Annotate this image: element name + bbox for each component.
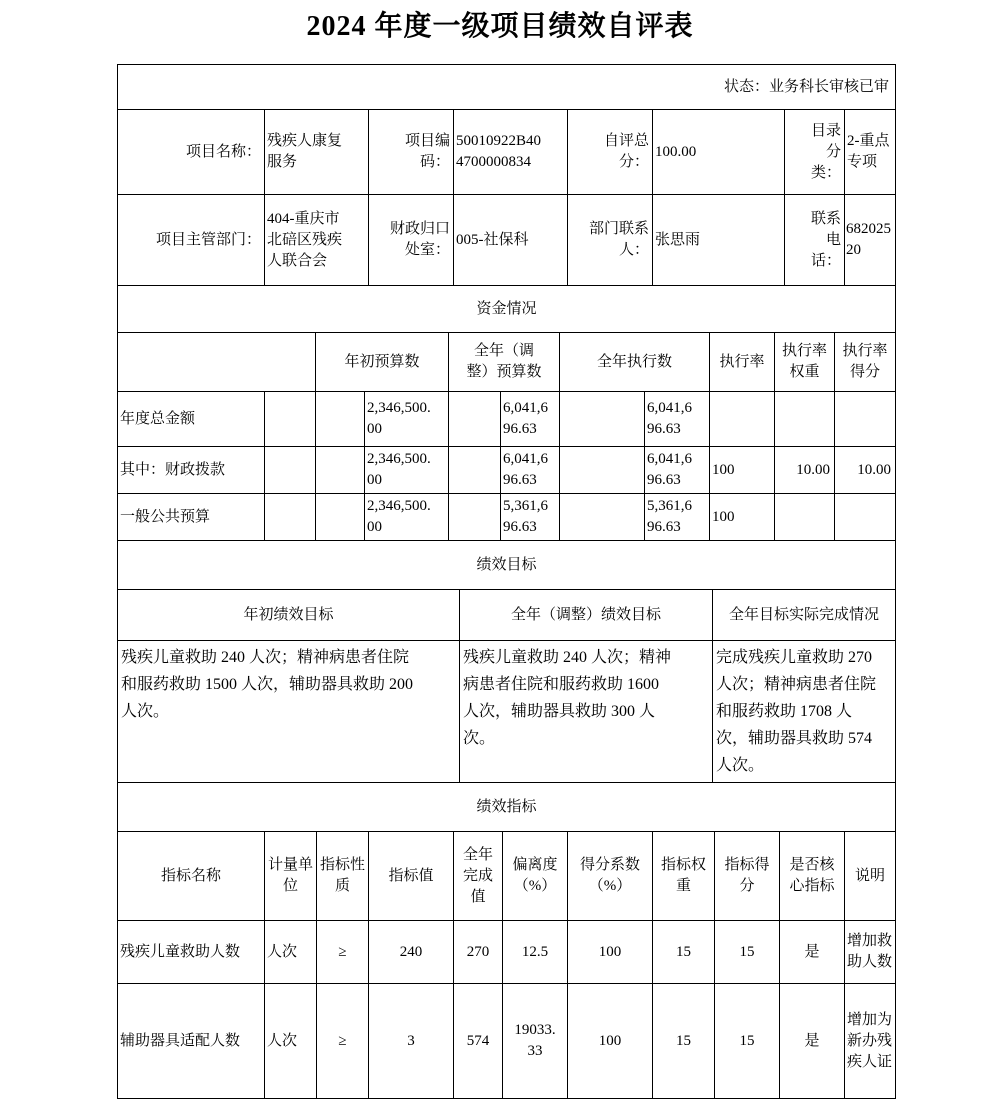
col-initial-goal: 年初绩效目标 — [118, 590, 460, 641]
empty-cell — [265, 494, 316, 541]
indicator-score: 15 — [715, 984, 780, 1099]
adjusted-budget: 6,041,696.63 — [501, 447, 560, 494]
row-label: 年度总金额 — [118, 392, 265, 447]
catalog-label: 目录分类： — [785, 110, 845, 195]
indicator-coef: 100 — [568, 921, 653, 984]
col-core-indicator: 是否核心指标 — [780, 832, 845, 921]
col-note: 说明 — [845, 832, 896, 921]
executed-amount: 6,041,696.63 — [645, 392, 710, 447]
goals-section-title: 绩效目标 — [118, 541, 896, 590]
indicator-target: 3 — [369, 984, 454, 1099]
indicator-row — [118, 984, 896, 1099]
funding-row-total — [118, 392, 896, 447]
empty-cell — [560, 494, 645, 541]
catalog-value: 2-重点专项 — [845, 110, 896, 195]
initial-goal-text: 残疾儿童救助 240 人次；精神病患者住院和服药救助 1500 人次，辅助器具救助 200 人次。 — [118, 641, 460, 783]
phone-value: 68202520 — [845, 195, 896, 286]
indicator-row — [118, 921, 896, 984]
indicator-unit: 人次 — [265, 921, 317, 984]
indicator-target: 240 — [369, 921, 454, 984]
indicator-unit: 人次 — [265, 984, 317, 1099]
indicators-section-title: 绩效指标 — [118, 783, 896, 832]
col-target-value: 指标值 — [369, 832, 454, 921]
page-title: 2024 年度一级项目绩效自评表 — [306, 11, 694, 42]
col-indicator-name: 指标名称 — [118, 832, 265, 921]
indicator-note: 增加救助人数 — [845, 921, 896, 984]
empty-cell — [560, 447, 645, 494]
col-initial-budget: 年初预算数 — [316, 333, 449, 392]
project-code-value: 50010922B404700000834 — [454, 110, 568, 195]
project-info-table — [117, 109, 896, 286]
empty-cell — [316, 494, 365, 541]
empty-cell — [265, 392, 316, 447]
col-actual-completion: 全年目标实际完成情况 — [713, 590, 896, 641]
exec-rate-weight — [775, 392, 835, 447]
initial-budget: 2,346,500.00 — [365, 494, 449, 541]
exec-rate-score — [835, 494, 896, 541]
empty-cell — [316, 447, 365, 494]
indicator-deviation: 12.5 — [503, 921, 568, 984]
indicator-score: 15 — [715, 921, 780, 984]
indicators-section-header — [117, 782, 896, 832]
indicator-weight: 15 — [653, 921, 715, 984]
row-label: 其中：财政拨款 — [118, 447, 265, 494]
exec-rate-score: 10.00 — [835, 447, 896, 494]
self-score-value: 100.00 — [653, 110, 785, 195]
project-name-value: 残疾人康复服务 — [265, 110, 369, 195]
indicator-completed: 574 — [454, 984, 503, 1099]
dept-value: 404-重庆市北碚区残疾人联合会 — [265, 195, 369, 286]
funding-row-fiscal — [118, 447, 896, 494]
empty-cell — [449, 494, 501, 541]
col-completed-value: 全年完成值 — [454, 832, 503, 921]
initial-budget: 2,346,500.00 — [365, 447, 449, 494]
col-executed: 全年执行数 — [560, 333, 710, 392]
indicator-completed: 270 — [454, 921, 503, 984]
exec-rate-weight: 10.00 — [775, 447, 835, 494]
executed-amount: 6,041,696.63 — [645, 447, 710, 494]
col-deviation: 偏离度（%） — [503, 832, 568, 921]
exec-rate-score — [835, 392, 896, 447]
col-weight: 指标权重 — [653, 832, 715, 921]
empty-cell — [265, 447, 316, 494]
indicator-nature: ≥ — [317, 921, 369, 984]
goals-section-header — [117, 540, 896, 590]
col-adjusted-goal: 全年（调整）绩效目标 — [460, 590, 713, 641]
empty-cell — [560, 392, 645, 447]
goals-table — [117, 589, 896, 783]
funding-row-public-budget — [118, 494, 896, 541]
indicator-deviation: 19033.33 — [503, 984, 568, 1099]
contact-value: 张思雨 — [653, 195, 785, 286]
row-label: 一般公共预算 — [118, 494, 265, 541]
col-adjusted-budget: 全年（调整）预算数 — [449, 333, 560, 392]
adjusted-budget: 5,361,696.63 — [501, 494, 560, 541]
col-exec-rate-weight: 执行率权重 — [775, 333, 835, 392]
funding-section-header — [117, 285, 896, 333]
col-unit: 计量单位 — [265, 832, 317, 921]
col-score: 指标得分 — [715, 832, 780, 921]
indicator-name: 辅助器具适配人数 — [118, 984, 265, 1099]
phone-label: 联系电话： — [785, 195, 845, 286]
finance-office-value: 005-社保科 — [454, 195, 568, 286]
self-score-label: 自评总分： — [568, 110, 653, 195]
indicator-weight: 15 — [653, 984, 715, 1099]
empty-cell — [449, 447, 501, 494]
col-exec-rate-score: 执行率得分 — [835, 333, 896, 392]
finance-office-label: 财政归口处室： — [369, 195, 454, 286]
empty-cell — [316, 392, 365, 447]
indicator-core: 是 — [780, 984, 845, 1099]
adjusted-budget: 6,041,696.63 — [501, 392, 560, 447]
status-text: 状态：业务科长审核已审 — [118, 65, 896, 110]
funding-section-title: 资金情况 — [118, 286, 896, 333]
status-table — [117, 64, 896, 110]
goals-header-row — [118, 590, 896, 641]
funding-header-row — [118, 333, 896, 392]
initial-budget: 2,346,500.00 — [365, 392, 449, 447]
col-score-coef: 得分系数（%） — [568, 832, 653, 921]
executed-amount: 5,361,696.63 — [645, 494, 710, 541]
indicators-table — [117, 831, 896, 1099]
indicator-note: 增加为新办残疾人证 — [845, 984, 896, 1099]
goals-body-row — [118, 641, 896, 783]
indicator-core: 是 — [780, 921, 845, 984]
indicators-header-row — [118, 832, 896, 921]
self-evaluation-form — [117, 64, 896, 1099]
dept-label: 项目主管部门： — [118, 195, 265, 286]
funding-table — [117, 332, 896, 541]
adjusted-goal-text: 残疾儿童救助 240 人次；精神病患者住院和服药救助 1600 人次，辅助器具救助 300 人次。 — [460, 641, 713, 783]
project-name-label: 项目名称： — [118, 110, 265, 195]
exec-rate: 100 — [710, 447, 775, 494]
actual-completion-text: 完成残疾儿童救助 270 人次；精神病患者住院和服药救助 1708 人次，辅助器具救助 574 人次。 — [713, 641, 896, 783]
exec-rate: 100 — [710, 494, 775, 541]
indicator-coef: 100 — [568, 984, 653, 1099]
contact-label: 部门联系人： — [568, 195, 653, 286]
col-nature: 指标性质 — [317, 832, 369, 921]
exec-rate-weight — [775, 494, 835, 541]
empty-cell — [449, 392, 501, 447]
indicator-nature: ≥ — [317, 984, 369, 1099]
col-exec-rate: 执行率 — [710, 333, 775, 392]
project-code-label: 项目编码： — [369, 110, 454, 195]
indicator-name: 残疾儿童救助人数 — [118, 921, 265, 984]
empty-cell — [118, 333, 316, 392]
exec-rate — [710, 392, 775, 447]
